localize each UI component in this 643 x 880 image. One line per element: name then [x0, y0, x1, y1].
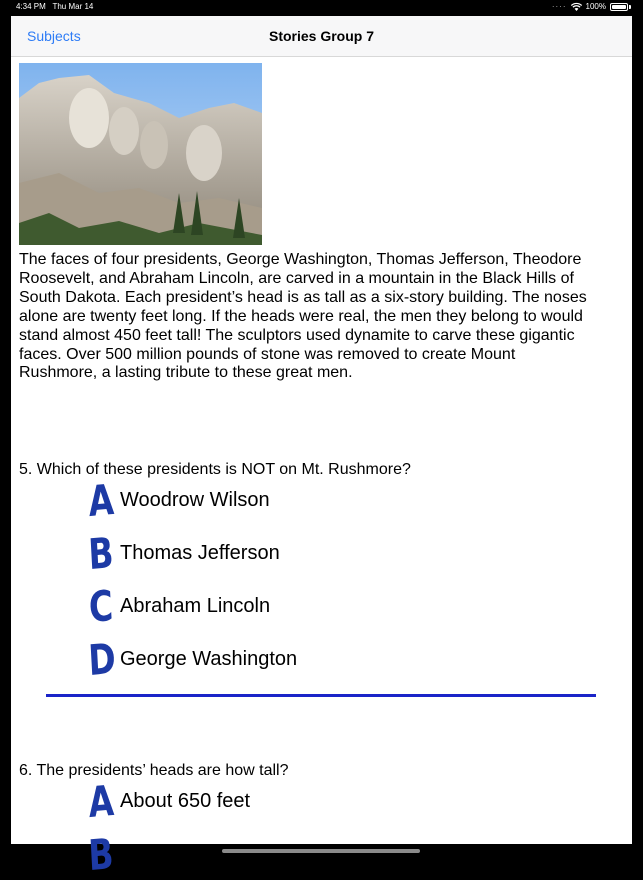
status-bar [0, 0, 643, 16]
letter-c-icon: C [87, 580, 115, 633]
status-time: 4:34 PM Thu Mar 14 [16, 2, 94, 11]
navigation-bar [11, 16, 632, 57]
answer-text: About 650 feet [120, 790, 251, 812]
story-passage: The faces of four presidents, George Washington, Thomas Jefferson, Theodore Roosevelt, and Abraham Lincoln, are carved in a mountain in the Black Hills of South Dakota. Each president’s head is as tall as a six-story building. The noses alone are twenty feet long. If the heads were real, the men they belong to would stand almost 450 feet tall! The sculptors used dynamite to carve these gigantic faces. Over 500 million pounds of stone was removed to create Mount Rushmore, a lasting tribute to these great men. [19, 251, 587, 382]
letter-a-icon: A [87, 775, 116, 828]
wifi-icon [571, 3, 582, 11]
answer-text: Thomas Jefferson [120, 542, 280, 564]
story-content[interactable] [11, 57, 632, 880]
app-screen [11, 16, 632, 880]
letter-b-icon: B [87, 527, 115, 580]
question-6: 6. The presidents’ heads are how tall? [19, 762, 289, 779]
answer-text: Woodrow Wilson [120, 489, 270, 511]
question-divider [46, 694, 596, 697]
letter-a-icon: A [87, 474, 116, 527]
letter-b-icon: B [87, 828, 115, 880]
answer-text: Abraham Lincoln [120, 595, 271, 617]
subjects-back-button[interactable]: Subjects [27, 28, 81, 44]
question-5: 5. Which of these presidents is NOT on Mt. Rushmore? [19, 461, 411, 478]
letter-d-icon: D [87, 633, 117, 686]
battery-tip [629, 5, 631, 9]
page-title: Stories Group 7 [268, 28, 375, 44]
mount-rushmore-image [19, 63, 262, 245]
home-indicator[interactable] [222, 849, 420, 853]
answer-text: George Washington [120, 648, 298, 670]
cellular-dots-icon: ···· [551, 2, 567, 11]
battery-percent: 100% [585, 2, 606, 11]
status-date: Thu Mar 14 [52, 2, 94, 11]
battery-icon [610, 3, 628, 11]
